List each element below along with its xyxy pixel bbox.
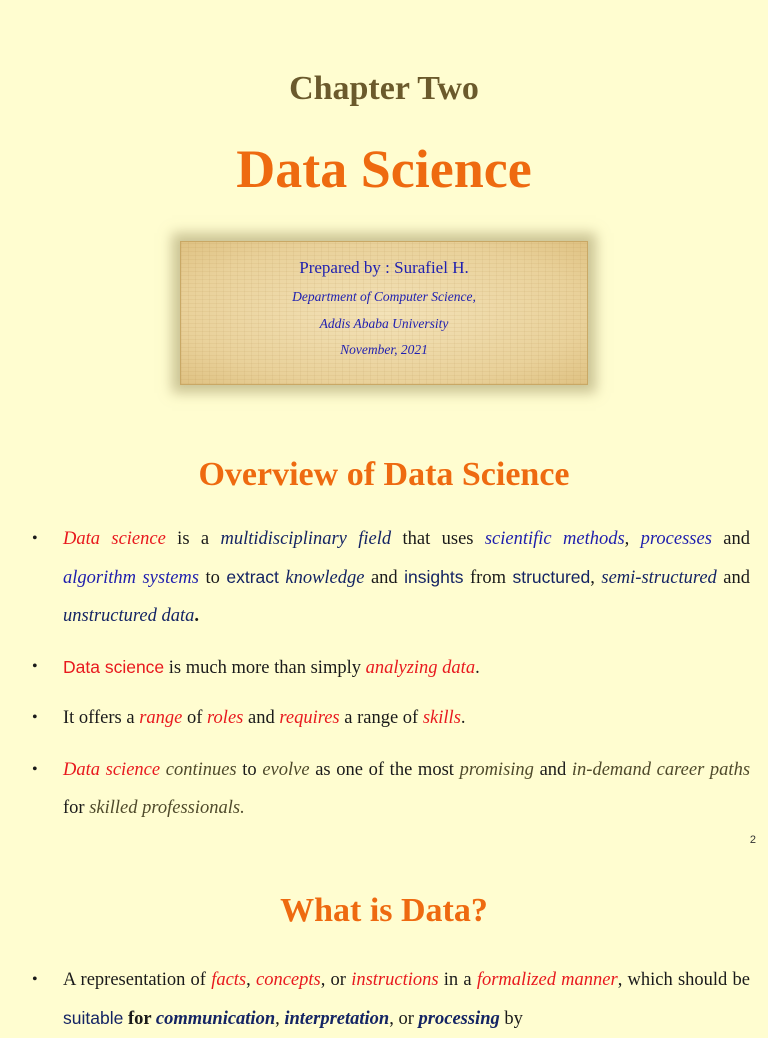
text-run: in a [438,970,477,990]
bullet-marker: • [32,658,38,675]
author-name: Prepared by : Surafiel H. [299,258,469,277]
bullet-text [63,751,750,827]
text-run: It offers a [63,708,140,728]
text-run: . [460,708,466,728]
text-run: to [236,760,263,780]
text-run: range [139,708,183,728]
text-run: that uses [391,529,485,549]
bullet-text [63,648,750,687]
text-run: . [194,606,200,626]
text-run: and [716,568,751,588]
text-run: roles [207,708,244,728]
text-run: Data science [63,760,161,780]
text-run: A representation of [63,970,212,990]
university-name: Addis Ababa University [319,316,449,331]
text-run: and [364,568,405,588]
text-run: scientific methods [484,529,625,549]
bullet-marker: • [32,761,38,778]
text-run: processes [640,529,712,549]
data-heading: What is Data? [280,892,488,929]
text-run: , which should be [617,970,750,990]
text-run: , [275,1009,285,1029]
text-run: . [475,658,480,678]
text-run: is much more than simply [164,658,366,678]
department-name: Department of Computer Science, [292,289,476,304]
text-run: formalized manner [476,970,618,990]
text-run: unstructured data [63,606,195,626]
text-run: skilled professionals. [89,798,245,818]
text-run: of [182,708,208,728]
text-run: semi-structured [601,568,717,588]
text-run: and [533,760,572,780]
text-run: instructions [351,970,439,990]
bullet-text [63,961,750,1038]
text-run: , [590,568,602,588]
text-run: interpretation [284,1009,390,1029]
presentation-date: November, 2021 [340,342,428,357]
text-run: continues [165,760,237,780]
text-run: algorithm systems [63,568,199,588]
text-run: for [123,1009,156,1029]
chapter-heading: Chapter Two [289,70,479,107]
text-run: for [63,798,90,818]
text-run: concepts [255,970,321,990]
author-info-box [180,241,588,385]
bullet-text [63,699,750,737]
text-run: promising [459,760,534,780]
overview-heading: Overview of Data Science [198,456,570,493]
overview-slide [0,430,768,850]
main-title: Data Science [236,139,532,199]
page-number: 2 [749,834,756,846]
text-run: and [711,529,751,549]
bullet-marker: • [32,971,38,988]
text-run: by [499,1009,523,1029]
title-slide [0,0,768,430]
text-run: is a [165,529,221,549]
text-run: analyzing data [365,658,476,678]
text-run: , [624,529,641,549]
text-run: , or [389,1009,419,1029]
text-run: Data science [63,657,165,677]
text-run: multidisciplinary field [220,529,392,549]
text-run: evolve [262,760,310,780]
bullet-marker: • [32,709,38,726]
text-run: as one of the most [309,760,460,780]
bullet-text [63,520,750,635]
data-definition-slide [0,850,768,1029]
text-run: from [463,568,513,588]
text-run: skills [422,708,461,728]
text-run: knowledge [285,568,365,588]
text-run: requires [279,708,340,728]
text-run: , or [320,970,352,990]
text-run: structured [512,567,591,587]
text-run: facts [211,970,247,990]
text-run: processing [418,1009,500,1029]
text-run: Data science [63,529,166,549]
text-run: extract [226,567,279,587]
text-run: a range of [339,708,423,728]
text-run: , [246,970,256,990]
text-run: to [198,568,227,588]
bullet-marker: • [32,530,38,547]
text-run: communication [155,1009,276,1029]
text-run: suitable [63,1008,124,1028]
text-run: in-demand career paths [571,760,751,780]
text-run: and [243,708,280,728]
text-run: insights [404,567,464,587]
